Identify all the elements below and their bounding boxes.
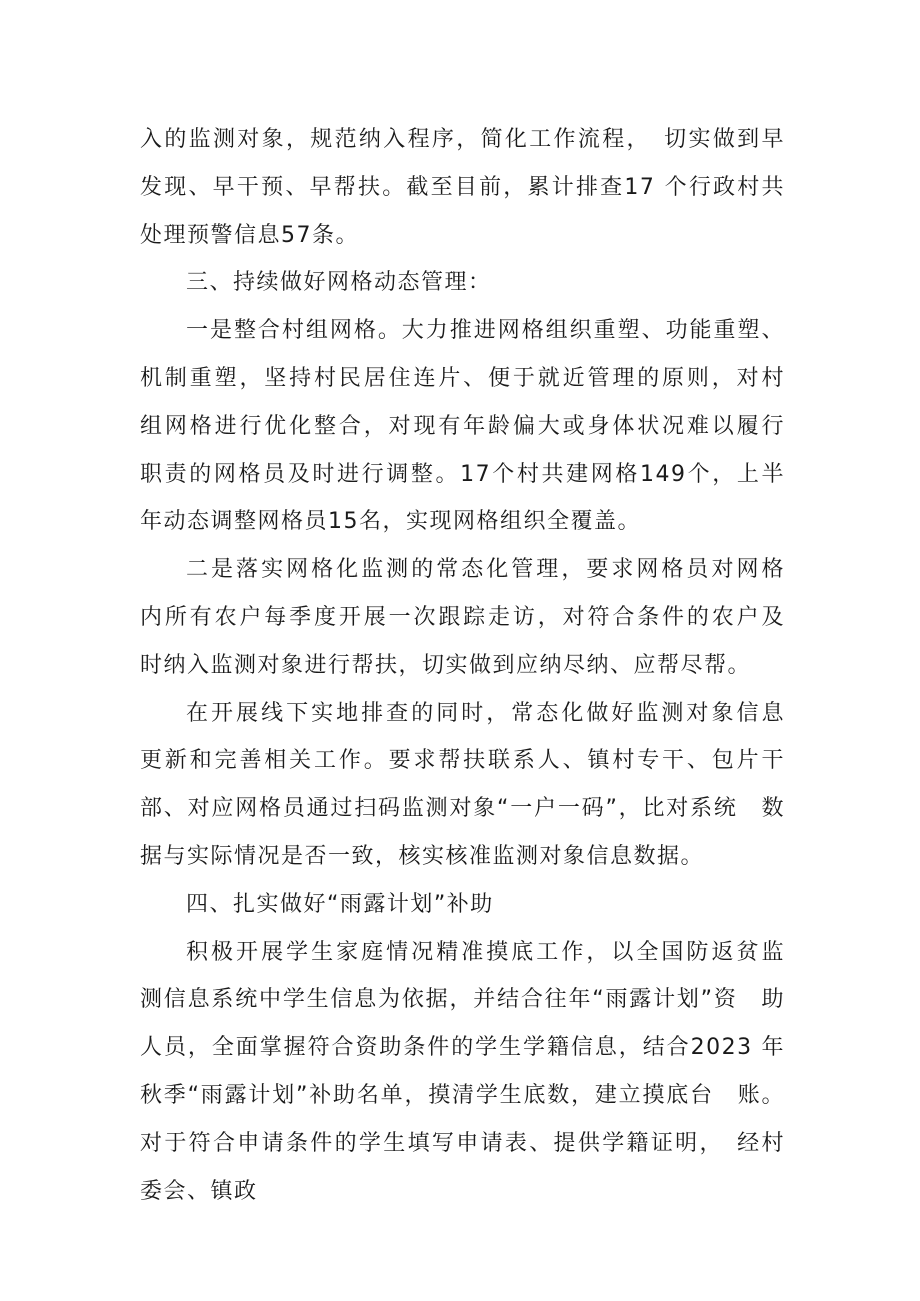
document-body bbox=[140, 116, 809, 1215]
paragraph-grid-monitoring: 二是落实网格化监测的常态化管理，要求网格员对网格 内所有农户每季度开展一次跟踪走访，对符合条件的农户及 时纳入监测对象进行帮扶，切实做到应纳尽纳、应帮尽帮。 bbox=[140, 557, 809, 678]
paragraph-continuation: 入的监测对象，规范纳入程序，简化工作流程， 切实做到早发现、早干预、早帮扶。截至目前，累计排查17 个行政村共处理预警信息57条。 bbox=[140, 127, 785, 248]
paragraph-student-survey: 积极开展学生家庭情况精准摸底工作，以全国防返贫监 测信息系统中学生信息为依据，并结合往年“雨露计划”资 助人员，全面掌握符合资助条件的学生学籍信息，结合2023 年秋季“雨露计划”补助名单，摸清学生底数，建立摸底台 账。对于符合申请条件的学生填写申请表、提供学籍证明， 经村委会、镇政 bbox=[140, 939, 809, 1204]
paragraph-grid-integration: 一是整合村组网格。大力推进网格组织重塑、功能重塑、机制重塑，坚持村民居住连片、便于就近管理的原则，对村 组网格进行优化整合，对现有年龄偏大或身体状况难以履行 职责的网格员及时进行调整。17个村共建网格149个，上半 年动态调整网格员15名，实现网格组织全覆盖。 bbox=[140, 318, 809, 535]
section-heading-4: 四、扎实做好“雨露计划”补助 bbox=[186, 891, 494, 917]
paragraph-info-update: 在开展线下实地排查的同时，常态化做好监测对象信息 更新和完善相关工作。要求帮扶联系人、镇村专干、包片干 部、对应网格员通过扫码监测对象“一户一码”，比对系统 数据与实际情况是否一致，核实核准监测对象信息数据。 bbox=[140, 700, 809, 869]
section-heading-3: 三、持续做好网格动态管理： bbox=[186, 270, 492, 296]
